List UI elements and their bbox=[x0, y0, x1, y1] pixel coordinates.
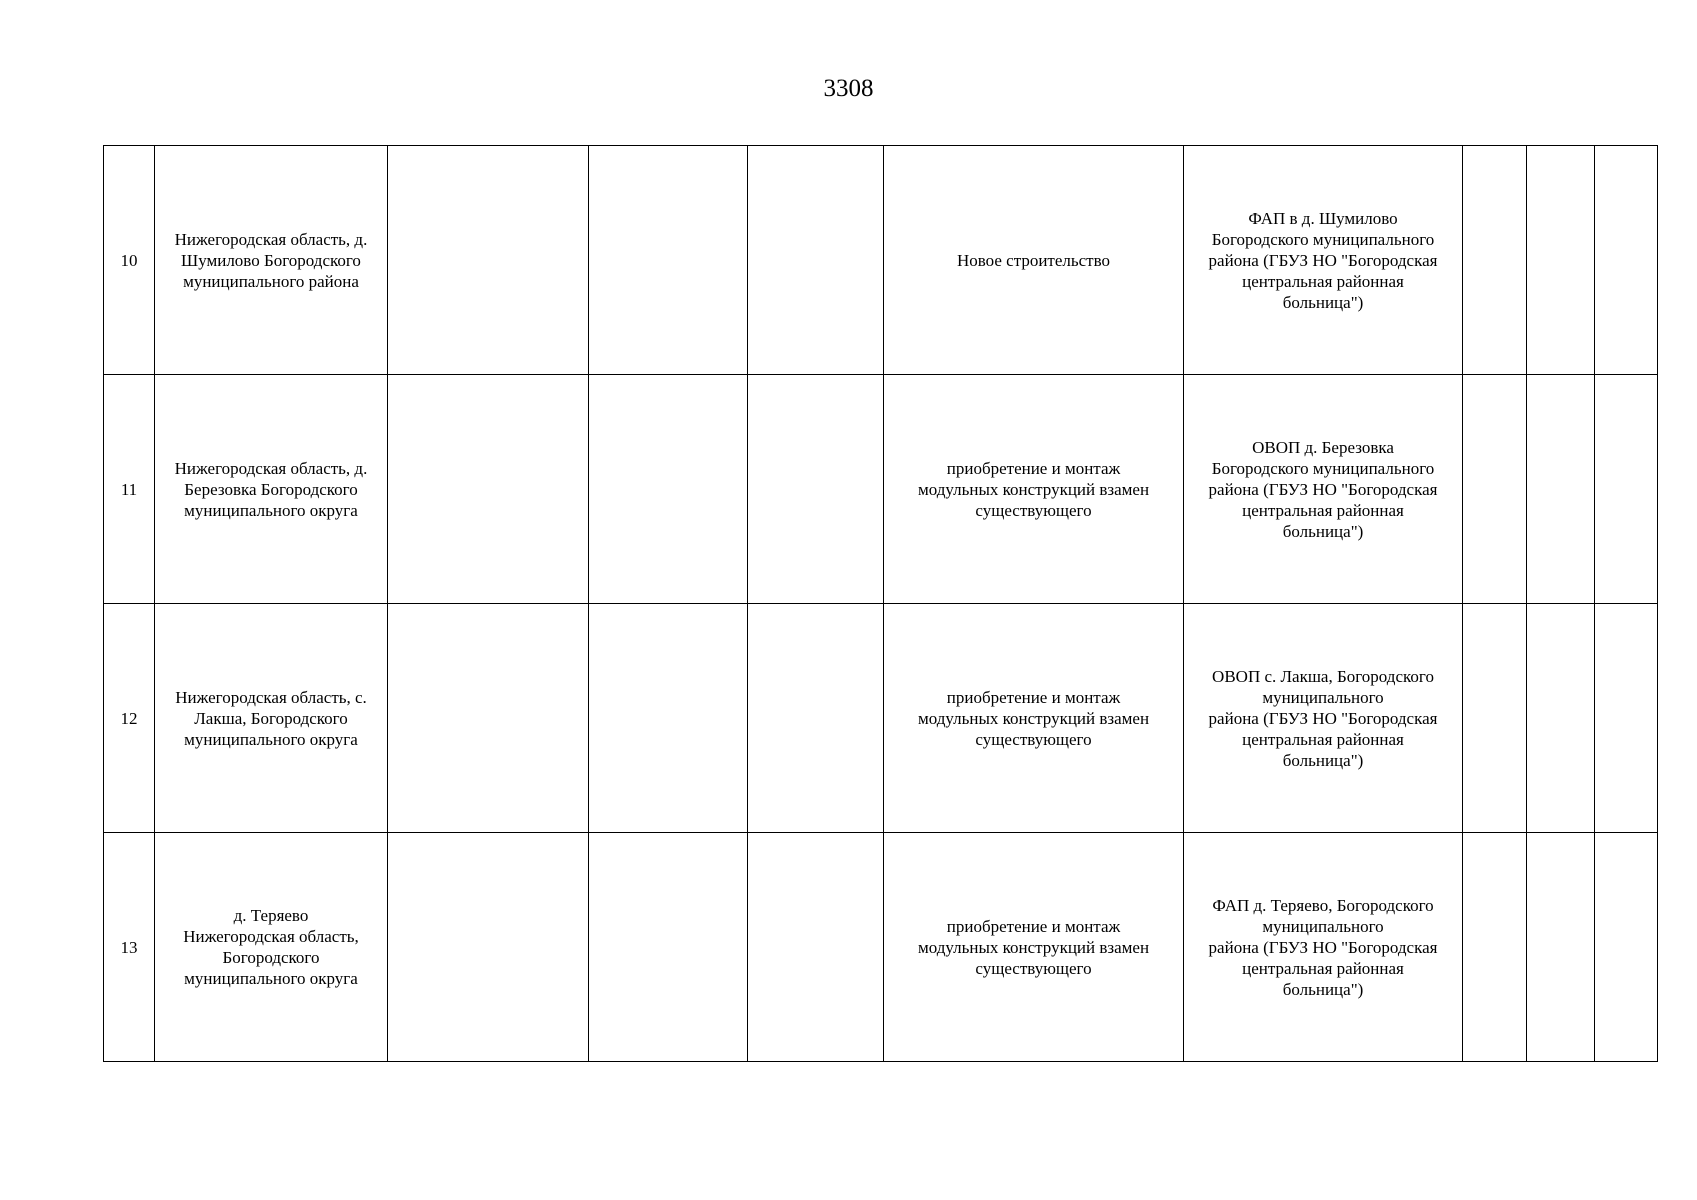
empty-cell bbox=[1595, 146, 1658, 375]
table-row bbox=[104, 833, 1658, 1062]
empty-cell bbox=[748, 833, 884, 1062]
empty-cell bbox=[1595, 604, 1658, 833]
location-cell: Нижегородская область, с. Лакша, Богородского муниципального округа bbox=[155, 604, 388, 833]
empty-cell bbox=[1463, 604, 1527, 833]
object-cell: ФАП д. Теряево, Богородского муниципального района (ГБУЗ НО "Богородская центральная районная больница") bbox=[1184, 833, 1463, 1062]
empty-cell bbox=[1527, 375, 1595, 604]
work-type-cell: приобретение и монтаж модульных конструкций взамен существующего bbox=[884, 375, 1184, 604]
empty-cell bbox=[1527, 833, 1595, 1062]
empty-cell bbox=[388, 375, 589, 604]
work-type-cell: Новое строительство bbox=[884, 146, 1184, 375]
object-cell: ФАП в д. Шумилово Богородского муниципального района (ГБУЗ НО "Богородская центральная районная больница") bbox=[1184, 146, 1463, 375]
empty-cell bbox=[388, 146, 589, 375]
empty-cell bbox=[1463, 833, 1527, 1062]
empty-cell bbox=[1463, 146, 1527, 375]
empty-cell bbox=[1595, 375, 1658, 604]
object-cell: ОВОП д. Березовка Богородского муниципального района (ГБУЗ НО "Богородская центральная районная больница") bbox=[1184, 375, 1463, 604]
work-type-cell: приобретение и монтаж модульных конструкций взамен существующего bbox=[884, 604, 1184, 833]
table-row bbox=[104, 604, 1658, 833]
location-cell: Нижегородская область, д. Шумилово Богородского муниципального района bbox=[155, 146, 388, 375]
row-number-cell: 11 bbox=[104, 375, 155, 604]
empty-cell bbox=[748, 146, 884, 375]
row-number-cell: 10 bbox=[104, 146, 155, 375]
empty-cell bbox=[589, 146, 748, 375]
empty-cell bbox=[388, 604, 589, 833]
empty-cell bbox=[1595, 833, 1658, 1062]
empty-cell bbox=[748, 375, 884, 604]
empty-cell bbox=[748, 604, 884, 833]
work-type-cell: приобретение и монтаж модульных конструкций взамен существующего bbox=[884, 833, 1184, 1062]
object-cell: ОВОП с. Лакша, Богородского муниципального района (ГБУЗ НО "Богородская центральная районная больница") bbox=[1184, 604, 1463, 833]
row-number-cell: 13 bbox=[104, 833, 155, 1062]
empty-cell bbox=[589, 833, 748, 1062]
empty-cell bbox=[589, 375, 748, 604]
location-cell: д. Теряево Нижегородская область, Богородского муниципального округа bbox=[155, 833, 388, 1062]
table-row bbox=[104, 375, 1658, 604]
row-number-cell: 12 bbox=[104, 604, 155, 833]
empty-cell bbox=[1463, 375, 1527, 604]
empty-cell bbox=[589, 604, 748, 833]
empty-cell bbox=[1527, 146, 1595, 375]
location-cell: Нижегородская область, д. Березовка Богородского муниципального округа bbox=[155, 375, 388, 604]
page-number: 3308 bbox=[823, 75, 874, 102]
objects-table bbox=[103, 145, 1658, 1062]
empty-cell bbox=[1527, 604, 1595, 833]
empty-cell bbox=[388, 833, 589, 1062]
table-row bbox=[104, 146, 1658, 375]
